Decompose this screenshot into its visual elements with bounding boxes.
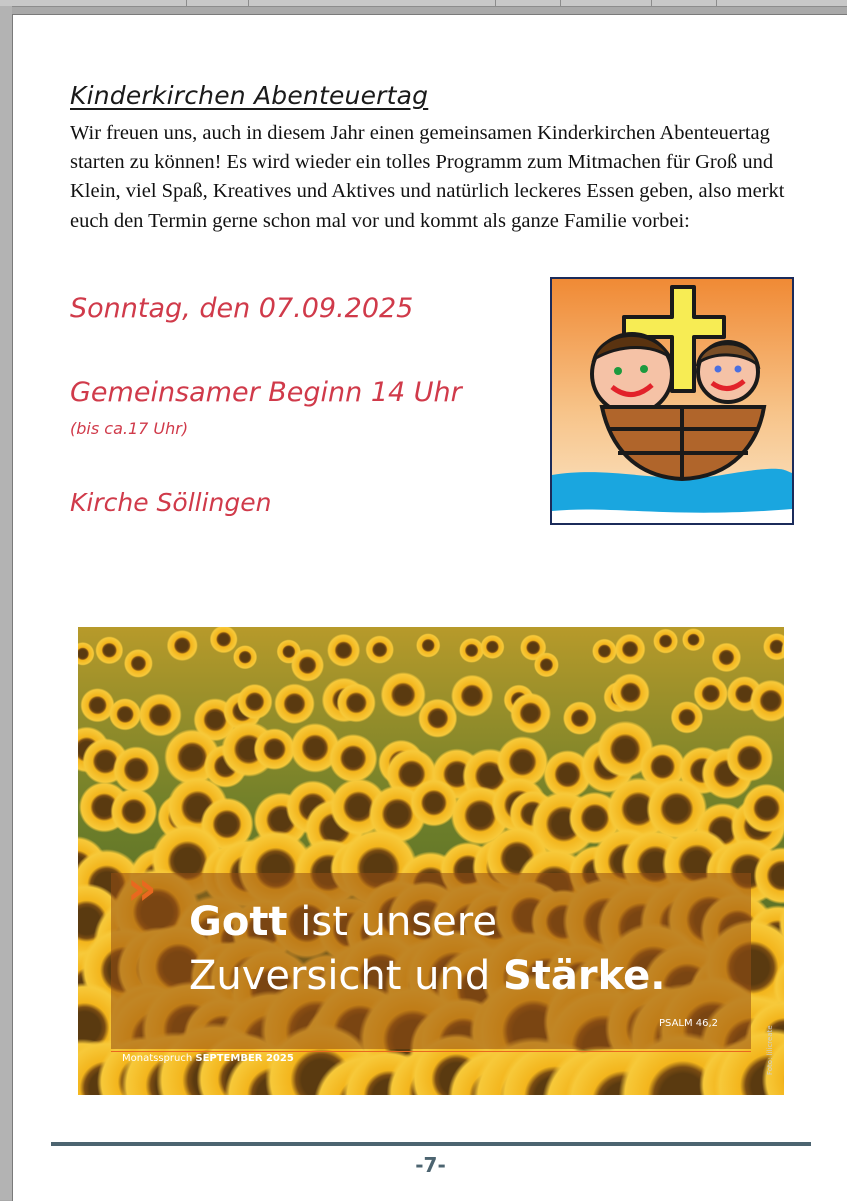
event-start-time: Gemeinsamer Beginn 14 Uhr (70, 377, 462, 408)
event-location: Kirche Söllingen (70, 488, 272, 517)
intro-paragraph: Wir freuen uns, auch in diesem Jahr einen gemeinsamen Kinderkirchen Abenteuertag starten zu können! Es wird wieder ein tolles Programm zum Mitmachen für Groß und Klein, viel Spaß, Kreatives und Aktives und natürlich leckeres Essen geben, also merkt euch den Termin gerne schon mal vor und kommt als ganze Familie vorbei: (70, 122, 785, 232)
footer-rule (51, 1142, 811, 1146)
monatsspruch-label: Monatsspruch SEPTEMBER 2025 (122, 1053, 294, 1064)
viewer-gutter (0, 6, 12, 1200)
photo-credit: Foto: lilicreate (766, 1025, 774, 1075)
monatsspruch-banner (78, 627, 784, 1095)
quote-line-1: Gott ist unsere (189, 899, 497, 945)
kinderkirche-boat-logo (550, 277, 794, 525)
event-date: Sonntag, den 07.09.2025 (70, 293, 414, 324)
event-end-time: (bis ca.17 Uhr) (70, 419, 189, 438)
toolbar-strip (0, 0, 847, 7)
chevron-right-icon: » (127, 861, 147, 915)
document-page (12, 14, 847, 1201)
divider (111, 1051, 751, 1052)
page-number: -7- (415, 1153, 446, 1177)
quote-line-2: Zuversicht und Stärke. (189, 953, 666, 999)
psalm-reference: PSALM 46,2 (659, 1018, 719, 1029)
page-heading: Kinderkirchen Abenteuertag (70, 81, 429, 110)
